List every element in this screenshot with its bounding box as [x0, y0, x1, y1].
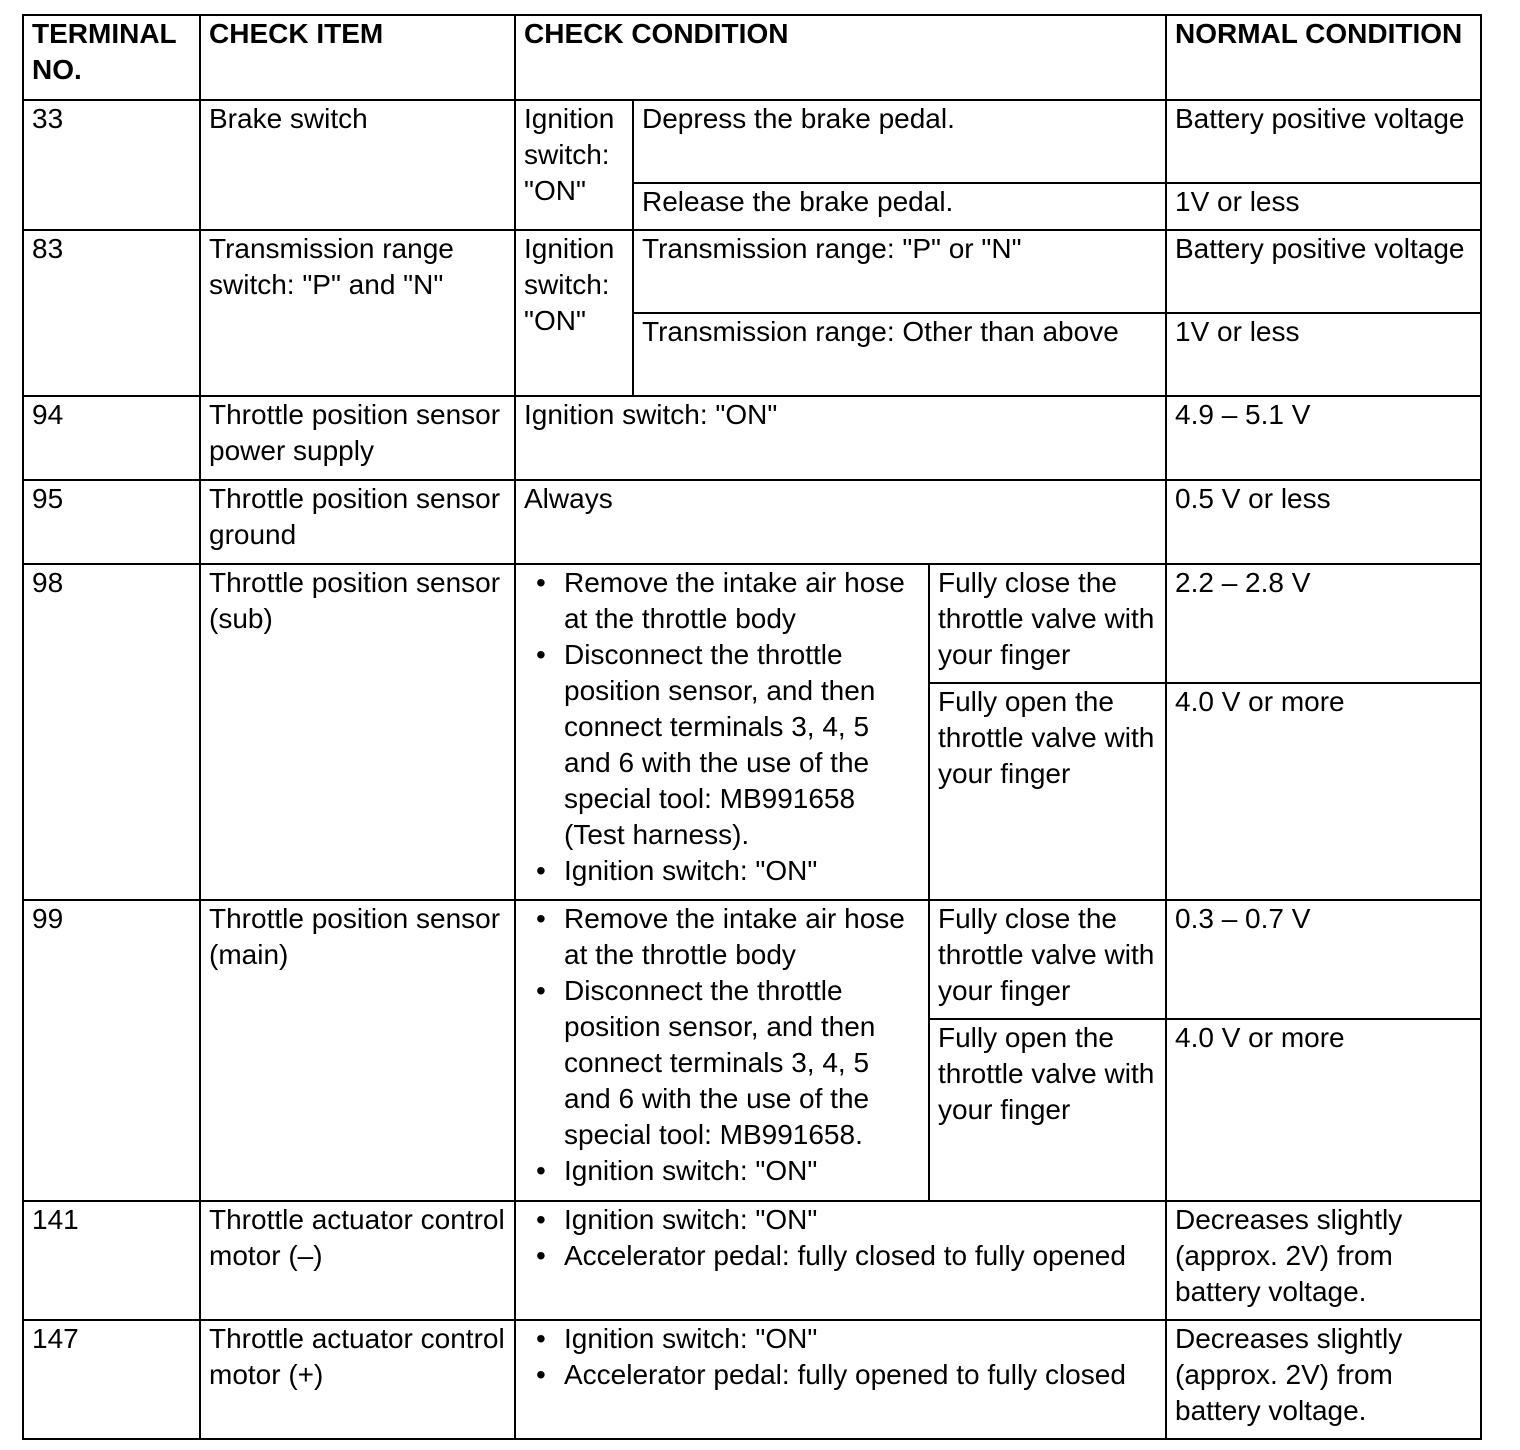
- list-item: • Remove the intake air hose at the throttle body: [524, 901, 922, 973]
- terminal-cell: 94: [23, 396, 200, 480]
- condition-cell: Release the brake pedal.: [633, 183, 1166, 230]
- terminal-cell: 83: [23, 230, 200, 396]
- condition-cell: Ignition switch: "ON": [515, 396, 1166, 480]
- condition-prefix-cell: Ignition switch: "ON": [515, 230, 633, 396]
- table-row-94: [23, 396, 1481, 480]
- check-item-cell: Transmission range switch: "P" and "N": [200, 230, 515, 396]
- normal-condition-cell: 2.2 – 2.8 V: [1166, 564, 1481, 683]
- terminal-cell: 33: [23, 100, 200, 230]
- table-row-147: [23, 1320, 1481, 1439]
- condition-bullets-cell: [515, 1320, 1166, 1439]
- normal-condition-cell: Battery positive voltage: [1166, 230, 1481, 313]
- table-row-141: [23, 1201, 1481, 1320]
- normal-condition-cell: 1V or less: [1166, 183, 1481, 230]
- list-item: • Accelerator pedal: fully opened to fully closed: [524, 1357, 1159, 1393]
- terminal-cell: 95: [23, 480, 200, 564]
- table-row-33: [23, 100, 1481, 183]
- header-normal-condition: NORMAL CONDITION: [1166, 15, 1481, 100]
- check-item-cell: Brake switch: [200, 100, 515, 230]
- header-terminal-no: TERMINAL NO.: [23, 15, 200, 100]
- condition-cell: Transmission range: Other than above: [633, 313, 1166, 396]
- normal-condition-cell: 0.5 V or less: [1166, 480, 1481, 564]
- normal-condition-cell: Battery positive voltage: [1166, 100, 1481, 183]
- list-item: • Disconnect the throttle position sensor, and then connect terminals 3, 4, 5 and 6 with the use of the special tool: MB991658.: [524, 973, 922, 1153]
- check-item-cell: Throttle position sensor (main): [200, 900, 515, 1201]
- check-item-cell: Throttle actuator control motor (+): [200, 1320, 515, 1439]
- list-item: • Ignition switch: "ON": [524, 1153, 922, 1189]
- condition-bullets-cell: [515, 1201, 1166, 1320]
- table-row-83: [23, 230, 1481, 313]
- check-item-cell: Throttle actuator control motor (–): [200, 1201, 515, 1320]
- check-item-cell: Throttle position sensor power supply: [200, 396, 515, 480]
- condition-cell: Fully open the throttle valve with your finger: [929, 683, 1166, 900]
- terminal-cell: 98: [23, 564, 200, 900]
- normal-condition-cell: Decreases slightly (approx. 2V) from battery voltage.: [1166, 1320, 1481, 1439]
- condition-bullet-list: [524, 565, 922, 889]
- condition-bullet-list: [524, 1202, 1159, 1274]
- header-row: [23, 15, 1481, 100]
- list-item: • Remove the intake air hose at the throttle body: [524, 565, 922, 637]
- condition-bullet-list: [524, 1321, 1159, 1393]
- list-item: • Ignition switch: "ON": [524, 1321, 1159, 1357]
- header-check-item: CHECK ITEM: [200, 15, 515, 100]
- table-row-98: [23, 564, 1481, 683]
- list-item: • Accelerator pedal: fully closed to fully opened: [524, 1238, 1159, 1274]
- condition-bullets-cell: [515, 564, 929, 900]
- normal-condition-cell: 4.0 V or more: [1166, 683, 1481, 900]
- condition-cell: Depress the brake pedal.: [633, 100, 1166, 183]
- list-item: • Ignition switch: "ON": [524, 1202, 1159, 1238]
- normal-condition-cell: 1V or less: [1166, 313, 1481, 396]
- condition-cell: Always: [515, 480, 1166, 564]
- table-row-99: [23, 900, 1481, 1019]
- condition-cell: Transmission range: "P" or "N": [633, 230, 1166, 313]
- terminal-check-table: [22, 14, 1482, 1440]
- list-item: • Ignition switch: "ON": [524, 853, 922, 889]
- header-check-condition: CHECK CONDITION: [515, 15, 1166, 100]
- terminal-cell: 99: [23, 900, 200, 1201]
- normal-condition-cell: 4.0 V or more: [1166, 1019, 1481, 1201]
- condition-bullets-cell: [515, 900, 929, 1201]
- terminal-cell: 147: [23, 1320, 200, 1439]
- check-item-cell: Throttle position sensor ground: [200, 480, 515, 564]
- condition-cell: Fully open the throttle valve with your finger: [929, 1019, 1166, 1201]
- normal-condition-cell: 0.3 – 0.7 V: [1166, 900, 1481, 1019]
- condition-cell: Fully close the throttle valve with your finger: [929, 900, 1166, 1019]
- condition-bullet-list: [524, 901, 922, 1189]
- list-item: • Disconnect the throttle position sensor, and then connect terminals 3, 4, 5 and 6 with the use of the special tool: MB991658 (Test harness).: [524, 637, 922, 853]
- normal-condition-cell: 4.9 – 5.1 V: [1166, 396, 1481, 480]
- check-item-cell: Throttle position sensor (sub): [200, 564, 515, 900]
- terminal-cell: 141: [23, 1201, 200, 1320]
- condition-prefix-cell: Ignition switch: "ON": [515, 100, 633, 230]
- table-row-95: [23, 480, 1481, 564]
- condition-cell: Fully close the throttle valve with your finger: [929, 564, 1166, 683]
- normal-condition-cell: Decreases slightly (approx. 2V) from battery voltage.: [1166, 1201, 1481, 1320]
